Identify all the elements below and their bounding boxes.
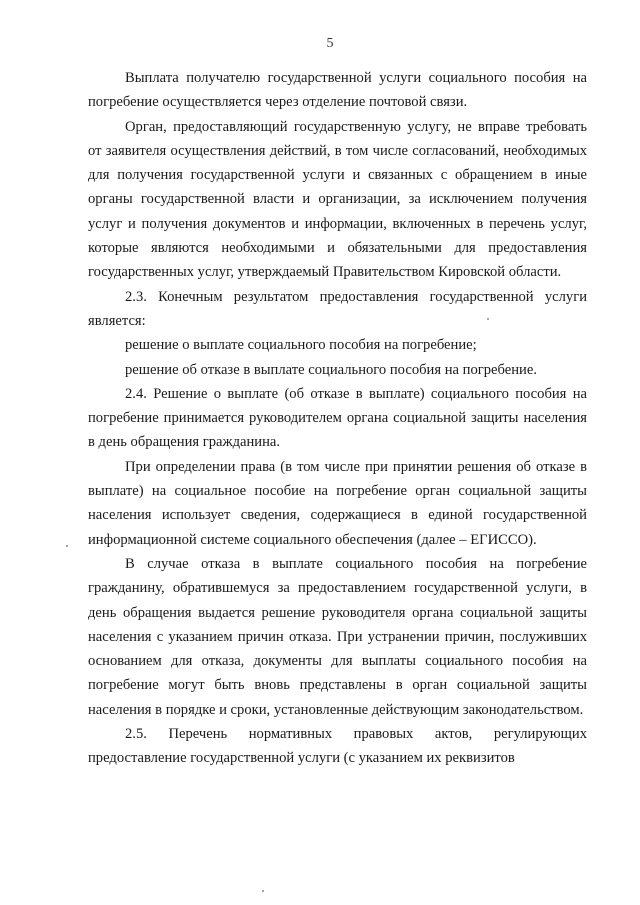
document-body [88, 66, 587, 771]
page-number: 5 [326, 36, 334, 51]
paragraph-decision-payment: решение о выплате социального пособия на погребение; [125, 337, 477, 354]
scan-speck [66, 545, 68, 547]
paragraph-payment-postal: Выплата получателю государственной услуги социального пособия на погребение осуществляется через отделение почтовой связи. [88, 70, 587, 111]
paragraph-authority-restrictions: Орган, предоставляющий государственную услугу, не вправе требовать от заявителя осуществления действий, в том числе согласований, необходимых для получения государственной услуги и связанных с обращением в иные органы государственной власти и организации, за исключением получения услуг и получения документов и информации, включенных в перечень услуг, которые являются необходимыми и обязательными для предоставления государственных услуг, утверждаемый Правительством Кировской области. [88, 118, 587, 281]
paragraph-2-5-legal-acts: 2.5. Перечень нормативных правовых актов, регулирующих предоставление государственной услуги (с указанием их реквизитов [88, 726, 587, 767]
paragraph-2-3-result: 2.3. Конечным результатом предоставления государственной услуги является: [88, 288, 587, 329]
scan-speck [262, 890, 264, 892]
paragraph-egisso: При определении права (в том числе при принятии решения об отказе в выплате) на социальное пособие на погребение орган социальной защиты населения использует сведения, содержащиеся в единой государственной информационной системе социального обеспечения (далее – ЕГИССО). [88, 458, 587, 548]
scan-speck [487, 318, 489, 320]
paragraph-decision-refusal: решение об отказе в выплате социального пособия на погребение. [125, 361, 537, 378]
paragraph-2-4-decision: 2.4. Решение о выплате (об отказе в выплате) социального пособия на погребение принимается руководителем органа социальной защиты населения в день обращения гражданина. [88, 385, 587, 451]
paragraph-refusal-case: В случае отказа в выплате социального пособия на погребение гражданину, обратившемуся за предоставлением государственной услуги, в день обращения выдается решение руководителя органа социальной защиты населения с указанием причин отказа. При устранении причин, послуживших основанием для отказа, документы для выплаты социального пособия на погребение могут быть вновь представлены в орган социальной защиты населения в порядке и сроки, установленные действующим законодательством. [88, 555, 587, 718]
